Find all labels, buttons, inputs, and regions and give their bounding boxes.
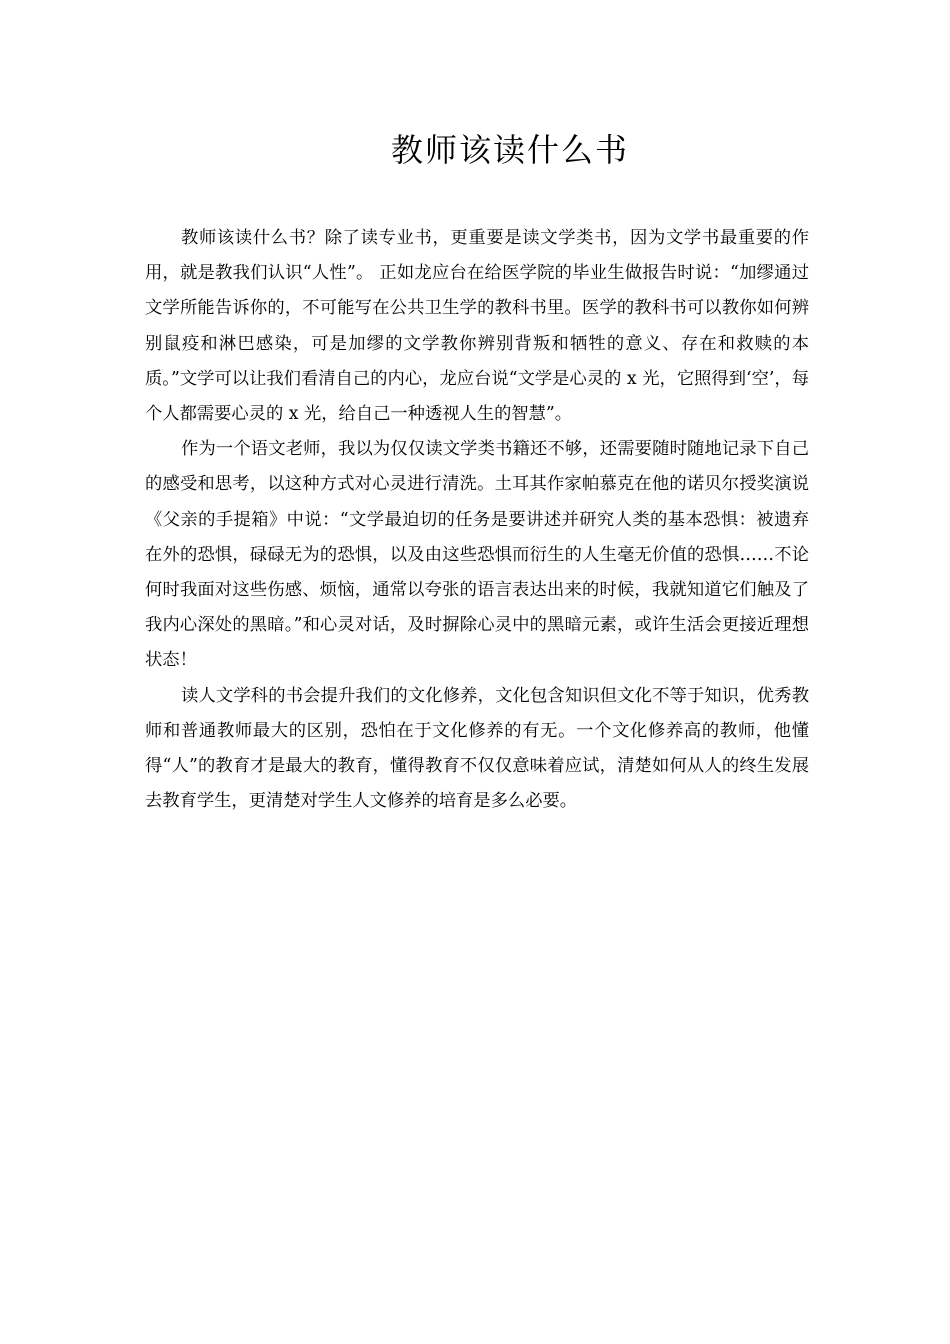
paragraph-2: 作为一个语文老师，我以为仅仅读文学类书籍还不够，还需要随时随地记录下自己的感受和思考，以这种方式对心灵进行清洗。土耳其作家帕慕克在他的诺贝尔授奖演说《父亲的手提箱》中说：“文学最迫切的任务是要讲述并研究人类的基本恐惧：被遗弃在外的恐惧，碌碌无为的恐惧，以及由这些恐惧而衍生的人生毫无价值的恐惧……不论何时我面对这些伤感、烦恼，通常以夸张的语言表达出来的时候，我就知道它们触及了我内心深处的黑暗。”和心灵对话，及时摒除心灵中的黑暗元素，或许生活会更接近理想状态！ (145, 439, 809, 671)
paragraph-1: 教师该读什么书？除了读专业书，更重要是读文学类书，因为文学书最重要的作用，就是教我们认识“人性”。 正如龙应台在给医学院的毕业生做报告时说：“加缪通过文学所能告诉你的，不可能写在公共卫生学的教科书里。医学的教科书可以教你如何辨别鼠疫和淋巴感染，可是加缪的文学教你辨别背叛和牺牲的意义、存在和救赎的本质。”文学可以让我们看清自己的内心，龙应台说“文学是心灵的 x 光，它照得到‘空’，每个人都需要心灵的 x 光，给自己一种透视人生的智慧”。 (145, 228, 809, 425)
paragraph-3: 读人文学科的书会提升我们的文化修养，文化包含知识但文化不等于知识，优秀教师和普通教师最大的区别，恐怕在于文化修养的有无。一个文化修养高的教师，他懂得“人”的教育才是最大的教育，懂得教育不仅仅意味着应试，清楚如何从人的终生发展去教育学生，更清楚对学生人文修养的培育是多么必要。 (145, 685, 809, 812)
document-title: 教师该读什么书 (390, 131, 629, 169)
document-body (145, 221, 809, 819)
